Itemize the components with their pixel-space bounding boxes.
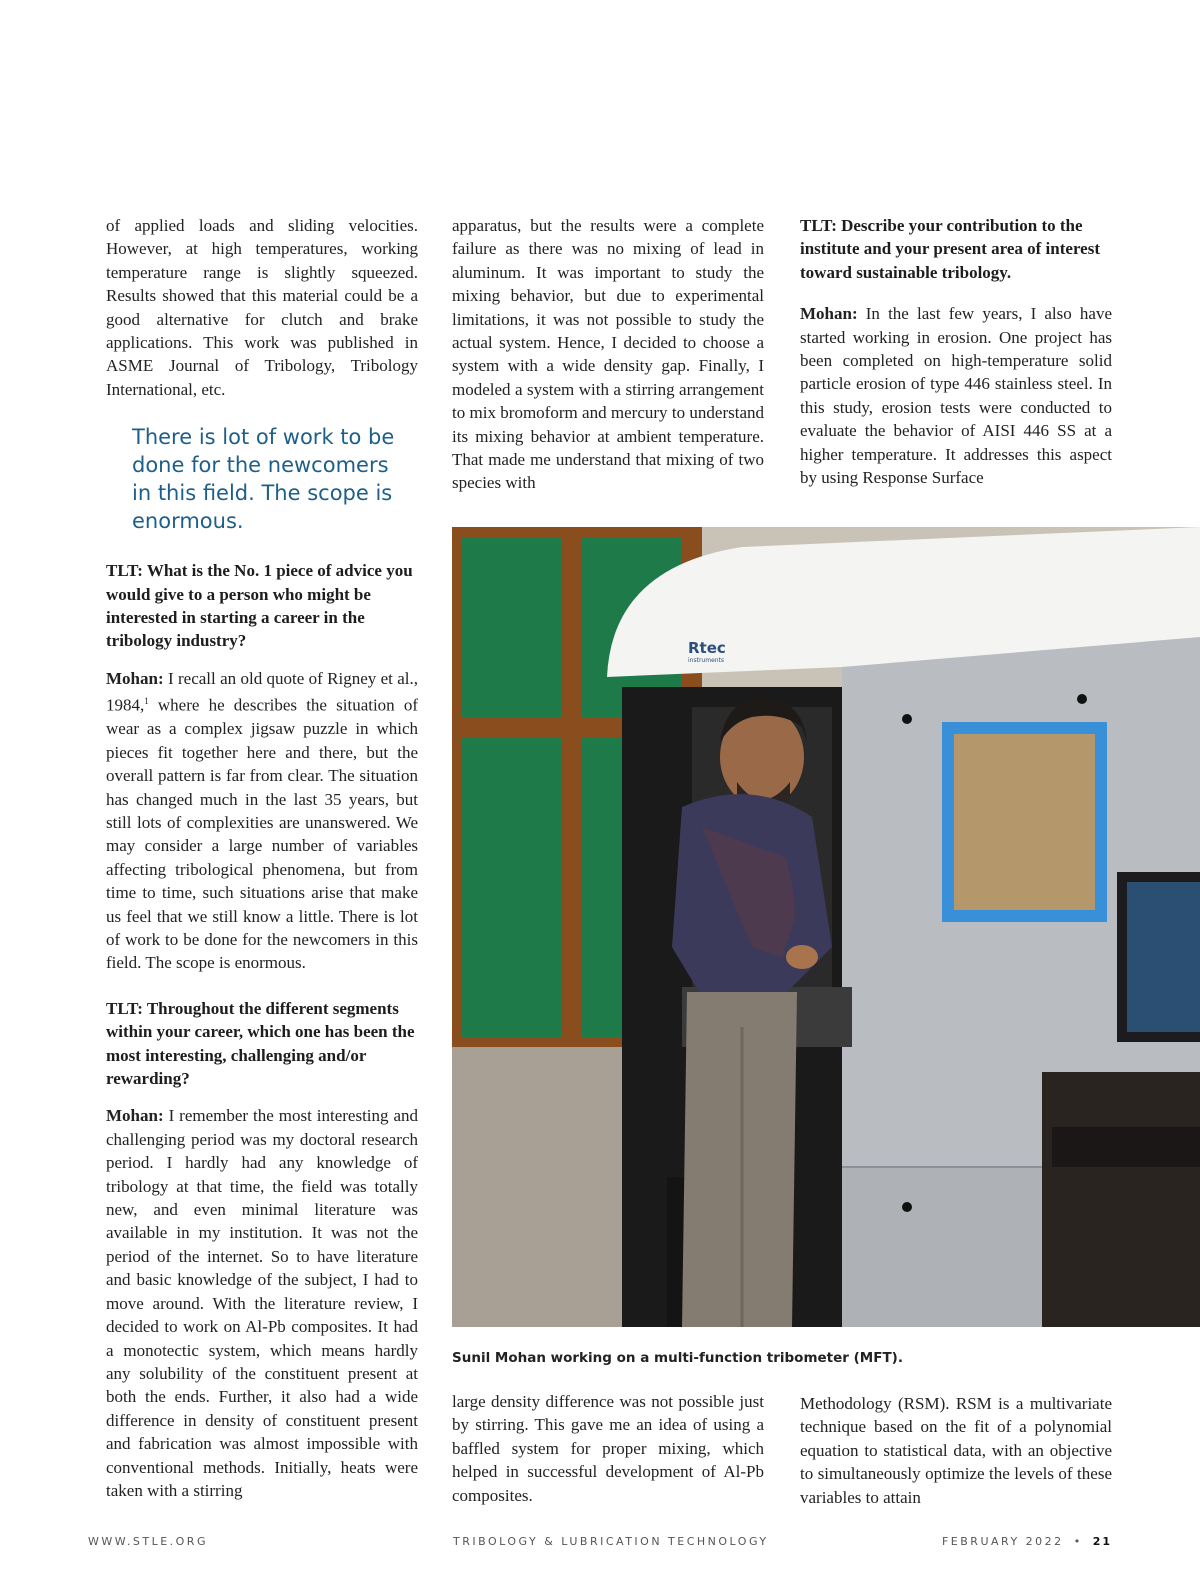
col2-top-text: apparatus, but the results were a complete failure as there was no mixing of lead in aluminum. It was important to study the mixing behavior, but due to experimental limitations, it was not possible to study the actual system. Hence, I decided to choose a system with a wide density gap. Finally, I modeled a system with a stirring arrangement to mix bromoform and mercury to understand its mixing behavior at ambient temperature. That made me understand that mixing of two species with <box>452 216 764 493</box>
column-3-top <box>800 214 1112 503</box>
answer-2-label: Mohan: <box>106 1106 164 1126</box>
page-number: 21 <box>1092 1535 1112 1548</box>
tribometer-photo <box>452 527 1200 1327</box>
column-3-bottom <box>800 1392 1112 1523</box>
question-1-label: TLT: <box>106 561 143 581</box>
answer-1 <box>106 667 418 975</box>
col1-intro: of applied loads and sliding velocities. However, at high temperatures, working temperature range is slightly squeezed. Results showed that this material could be a good alternative for clutch and brake applications. This work was published in ASME Journal of Tribology, Tribology International, etc. <box>106 216 418 399</box>
question-2-label: TLT: <box>106 998 143 1018</box>
footer-date-page <box>942 1535 1112 1548</box>
question-3-label: TLT: <box>800 216 837 235</box>
col3-bottom-text: Methodology (RSM). RSM is a multivariate technique based on the fit of a polynomial equation to statistical data, with an objective to simultaneously optimize the levels of these variables to attain <box>800 1394 1112 1507</box>
footer-website: WWW.STLE.ORG <box>88 1535 208 1548</box>
column-2-top <box>452 214 764 509</box>
question-1-text: What is the No. 1 piece of advice you would give to a person who might be interested in starting a career in the tribology industry? <box>106 561 413 651</box>
answer-3-text: In the last few years, I also have started working in erosion. One project has been completed on high-temperature solid particle erosion of type 446 stainless steel. In this study, erosion tests were conducted to evaluate the behavior of AISI 446 SS at a higher temperature. It addresses this aspect by using Response Surface <box>800 304 1112 488</box>
footnote-ref-1: 1 <box>144 696 149 707</box>
question-3 <box>800 214 1112 284</box>
footer-date: FEBRUARY 2022 <box>941 1535 1064 1548</box>
answer-1-label: Mohan: <box>106 668 164 688</box>
question-2 <box>106 997 418 1091</box>
answer-2 <box>106 1104 418 1502</box>
answer-1-text-a: I recall an old quote of Rigney et al., 1984, <box>106 668 419 715</box>
answer-3-label: Mohan: <box>800 304 858 324</box>
footer-separator: • <box>1073 1535 1083 1548</box>
photo-caption: Sunil Mohan working on a multi-function tribometer (MFT). <box>452 1350 903 1366</box>
photo-illustration <box>452 527 1200 1327</box>
col2-bottom-text: large density difference was not possible just by stirring. This gave me an idea of using a baffled system for proper mixing, which helped in successful development of Al-Pb composites. <box>452 1392 764 1505</box>
question-2-text: Throughout the different segments within your career, which one has been the most interesting, challenging and/or rewarding? <box>106 998 415 1089</box>
footer-publication: TRIBOLOGY & LUBRICATION TECHNOLOGY <box>453 1535 769 1548</box>
photo-brand-sub: instruments <box>688 657 725 664</box>
answer-2-text: I remember the most interesting and challenging period was my doctoral research period. I hardly had any knowledge of tribology at that time, the field was totally new, and even minimal literature was available in my institution. It was not the period of the internet. So to have literature and basic knowledge of the subject, I had to move around. With the literature review, I decided to work on Al-Pb composites. It had a monotectic system, which means hardly any solubility of the constituent present at both the ends. Further, it also had a wide difference in density of constituent present and fabrication was almost impossible with conventional methods. Initially, heats were taken with a stirring <box>106 1106 419 1500</box>
question-3-text: Describe your contribution to the institute and your present area of interest toward sustainable tribology. <box>800 216 1101 282</box>
answer-3 <box>800 302 1112 489</box>
column-2-bottom <box>452 1390 764 1521</box>
column-1 <box>106 214 418 1516</box>
photo-brand-label: Rtec <box>688 639 726 657</box>
pull-quote: There is lot of work to be done for the newcomers in this field. The scope is enormous. <box>132 425 395 534</box>
question-1 <box>106 559 418 653</box>
answer-1-text-b: where he describes the situation of wear as a complex jigsaw puzzle in which pieces fit together here and there, but the overall pattern is far from clear. The situation has changed much in the last 35 years, but still lots of complexities are unanswered. We may consider a large number of variables affecting tribological phenomena, but from time to time, such situations arise that make us feel that we still know a little. There is lot of work to be done for the newcomers in this field. The scope is enormous. <box>106 695 418 973</box>
